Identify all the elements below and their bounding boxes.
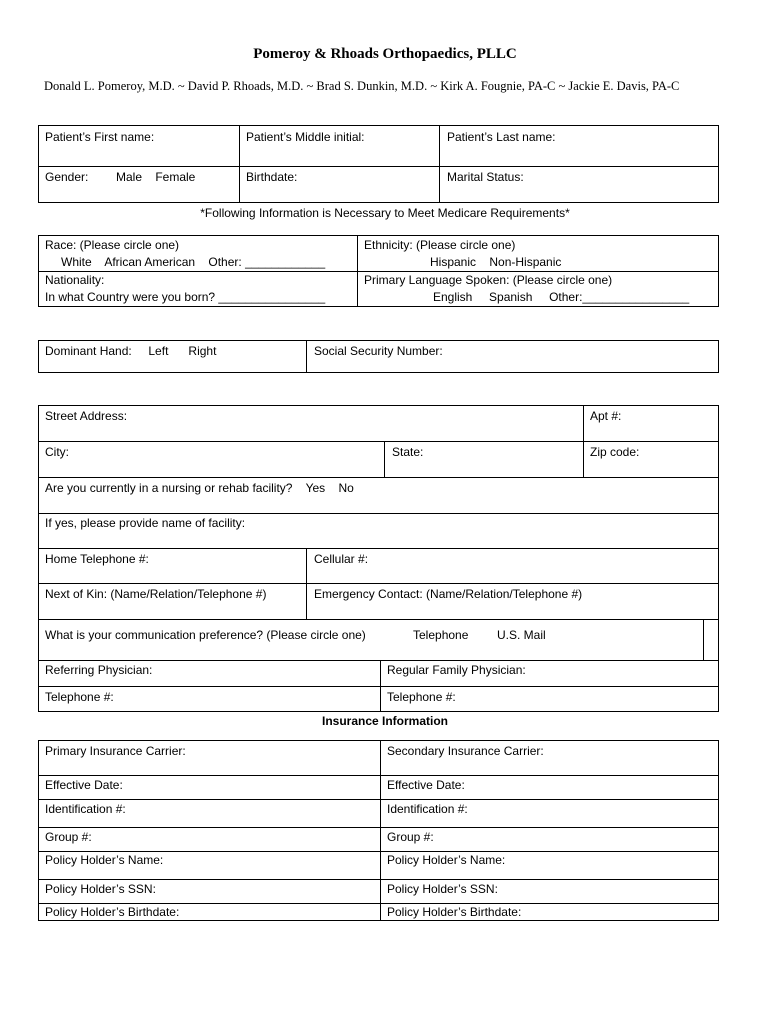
first-name-label[interactable]: Patient’s First name: bbox=[45, 130, 155, 144]
medicare-note: *Following Information is Necessary to Meet Medicare Requirements* bbox=[200, 206, 570, 220]
country-born-label[interactable]: In what Country were you born? ________________ bbox=[45, 290, 326, 304]
primary-holder-ssn-label[interactable]: Policy Holder’s SSN: bbox=[45, 882, 156, 896]
secondary-holder-name-label[interactable]: Policy Holder’s Name: bbox=[387, 853, 506, 867]
race-label: Race: (Please circle one) bbox=[45, 238, 180, 252]
gender-options[interactable]: Male Female bbox=[116, 170, 196, 184]
address-contact-table bbox=[38, 405, 719, 712]
apt-label[interactable]: Apt #: bbox=[590, 409, 622, 423]
referring-telephone-label[interactable]: Telephone #: bbox=[45, 690, 114, 704]
primary-holder-birthdate-label[interactable]: Policy Holder’s Birthdate: bbox=[45, 905, 180, 919]
nationality-label[interactable]: Nationality: bbox=[45, 273, 105, 287]
comm-mail-option[interactable]: U.S. Mail bbox=[497, 628, 546, 642]
marital-status-label[interactable]: Marital Status: bbox=[447, 170, 524, 184]
last-name-label[interactable]: Patient’s Last name: bbox=[447, 130, 556, 144]
insurance-table bbox=[38, 740, 719, 921]
cellular-label[interactable]: Cellular #: bbox=[314, 552, 369, 566]
middle-initial-label[interactable]: Patient’s Middle initial: bbox=[246, 130, 365, 144]
language-options[interactable]: English Spanish Other:________________ bbox=[433, 290, 690, 304]
birthdate-label[interactable]: Birthdate: bbox=[246, 170, 298, 184]
hand-ssn-table bbox=[38, 340, 719, 373]
practice-title: Pomeroy & Rhoads Orthopaedics, PLLC bbox=[253, 46, 517, 62]
comm-telephone-option[interactable]: Telephone bbox=[413, 628, 469, 642]
race-options[interactable]: White African American Other: ____________ bbox=[61, 255, 326, 269]
zip-label[interactable]: Zip code: bbox=[590, 445, 640, 459]
family-physician-label[interactable]: Regular Family Physician: bbox=[387, 663, 526, 677]
doctors-list: Donald L. Pomeroy, M.D. ~ David P. Rhoads, M.D. ~ Brad S. Dunkin, M.D. ~ Kirk A. Fougnie, PA-C ~ Jackie E. Davis, PA-C bbox=[44, 79, 680, 93]
ssn-label[interactable]: Social Security Number: bbox=[314, 344, 443, 358]
ethnicity-label: Ethnicity: (Please circle one) bbox=[364, 238, 516, 252]
next-of-kin-label[interactable]: Next of Kin: (Name/Relation/Telephone #) bbox=[45, 587, 267, 601]
primary-effective-date-label[interactable]: Effective Date: bbox=[45, 778, 123, 792]
facility-name-label[interactable]: If yes, please provide name of facility: bbox=[45, 516, 246, 530]
secondary-carrier-label[interactable]: Secondary Insurance Carrier: bbox=[387, 744, 544, 758]
state-label[interactable]: State: bbox=[392, 445, 424, 459]
ethnicity-options[interactable]: Hispanic Non-Hispanic bbox=[430, 255, 562, 269]
primary-identification-label[interactable]: Identification #: bbox=[45, 802, 126, 816]
secondary-holder-birthdate-label[interactable]: Policy Holder’s Birthdate: bbox=[387, 905, 522, 919]
emergency-contact-label[interactable]: Emergency Contact: (Name/Relation/Telephone #) bbox=[314, 587, 583, 601]
communication-preference-label: What is your communication preference? (Please circle one) bbox=[45, 628, 366, 642]
language-label: Primary Language Spoken: (Please circle one) bbox=[364, 273, 613, 287]
demographics-table bbox=[38, 235, 719, 307]
primary-holder-name-label[interactable]: Policy Holder’s Name: bbox=[45, 853, 164, 867]
secondary-identification-label[interactable]: Identification #: bbox=[387, 802, 468, 816]
secondary-holder-ssn-label[interactable]: Policy Holder’s SSN: bbox=[387, 882, 498, 896]
primary-carrier-label[interactable]: Primary Insurance Carrier: bbox=[45, 744, 186, 758]
home-phone-label[interactable]: Home Telephone #: bbox=[45, 552, 149, 566]
family-telephone-label[interactable]: Telephone #: bbox=[387, 690, 456, 704]
street-address-label[interactable]: Street Address: bbox=[45, 409, 128, 423]
patient-info-table bbox=[38, 125, 719, 203]
city-label[interactable]: City: bbox=[45, 445, 69, 459]
secondary-group-label[interactable]: Group #: bbox=[387, 830, 434, 844]
insurance-heading: Insurance Information bbox=[321, 714, 449, 728]
primary-group-label[interactable]: Group #: bbox=[45, 830, 92, 844]
secondary-effective-date-label[interactable]: Effective Date: bbox=[387, 778, 465, 792]
referring-physician-label[interactable]: Referring Physician: bbox=[45, 663, 153, 677]
nursing-facility-question[interactable]: Are you currently in a nursing or rehab facility? Yes No bbox=[45, 481, 354, 495]
gender-label: Gender: bbox=[45, 170, 89, 184]
dominant-hand-label[interactable]: Dominant Hand: Left Right bbox=[45, 344, 217, 358]
